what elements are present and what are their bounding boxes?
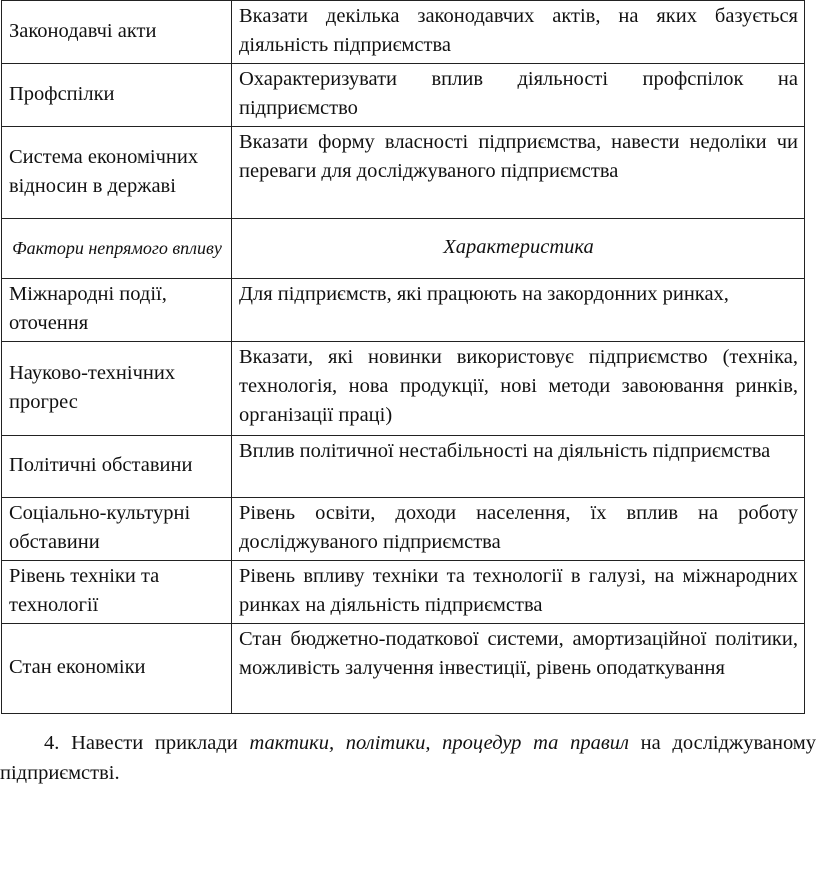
table-row xyxy=(2,64,805,127)
factor-cell: Законодавчі акти xyxy=(2,1,232,64)
factor-cell: Стан економіки xyxy=(2,624,232,714)
task-text-end: на досліджуваному підприємстві. xyxy=(0,732,816,784)
column-header-description: Характеристика xyxy=(232,219,805,279)
factor-cell: Науково-технічних прогрес xyxy=(2,342,232,436)
factors-table xyxy=(1,0,805,714)
column-header-factor: Фактори непрямого впливу xyxy=(2,219,232,279)
factor-cell: Політичні обставини xyxy=(2,436,232,498)
description-cell: Рівень освіти, доходи населення, їх вплив на роботу досліджуваного підприємства xyxy=(232,498,805,561)
table-row xyxy=(2,127,805,219)
table-row xyxy=(2,279,805,342)
description-cell: Вплив політичної нестабільності на діяльність підприємства xyxy=(232,436,805,498)
description-cell: Вказати декілька законодавчих актів, на яких базується діяльність підприємства xyxy=(232,1,805,64)
description-cell: Вказати форму власності підприємства, навести недоліки чи переваги для досліджуваного підприємства xyxy=(232,127,805,219)
table-row xyxy=(2,342,805,436)
task-paragraph xyxy=(0,728,816,788)
description-cell: Вказати, які новинки використовує підприємство (техніка, технологія, нова продукції, нові методи завоювання ринків, організації праці) xyxy=(232,342,805,436)
factor-cell: Міжнародні події, оточення xyxy=(2,279,232,342)
factor-cell: Система економічних відносин в державі xyxy=(2,127,232,219)
description-cell: Стан бюджетно-податкової системи, амортизаційної політики, можливість залучення інвестиції, рівень оподаткування xyxy=(232,624,805,714)
task-number: 4. xyxy=(44,732,60,754)
description-cell: Рівень впливу техніки та технології в галузі, на міжнародних ринках на діяльність підприємства xyxy=(232,561,805,624)
table-row xyxy=(2,561,805,624)
task-text: Навести приклади xyxy=(71,732,238,754)
table-header-row xyxy=(2,219,805,279)
factor-cell: Соціально-культурні обставини xyxy=(2,498,232,561)
description-cell: Для підприємств, які працюють на закордонних ринках, xyxy=(232,279,805,342)
description-cell: Охарактеризувати вплив діяльності профспілок на підприємство xyxy=(232,64,805,127)
table-row xyxy=(2,624,805,714)
factor-cell: Рівень техніки та технології xyxy=(2,561,232,624)
factor-cell: Профспілки xyxy=(2,64,232,127)
table-row xyxy=(2,1,805,64)
table-row xyxy=(2,436,805,498)
table-row xyxy=(2,498,805,561)
task-terms: тактики, політики, процедур та правил xyxy=(249,732,629,754)
